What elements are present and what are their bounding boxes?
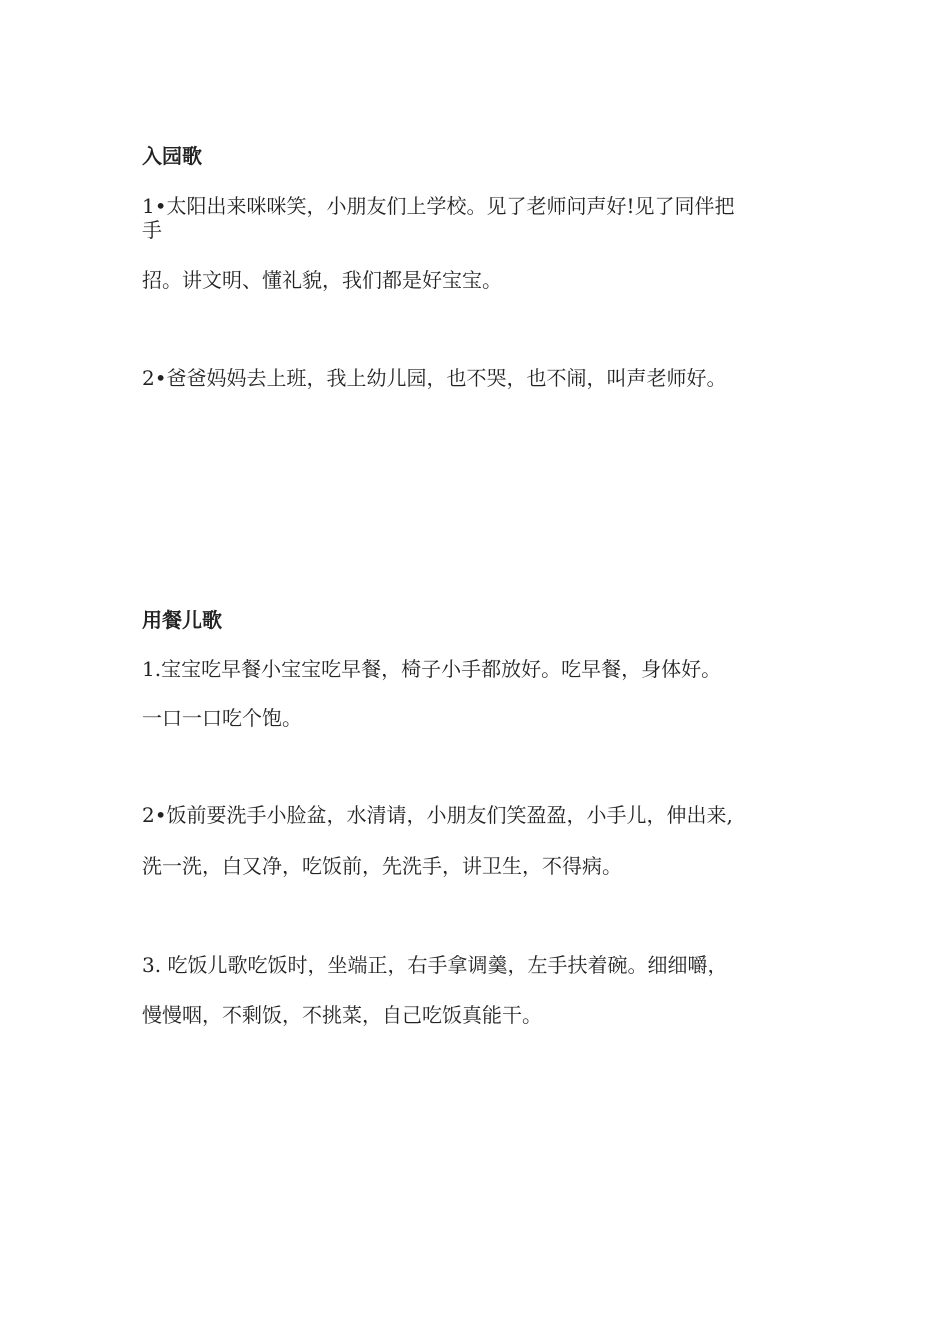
paragraph-line: 2•饭前要洗手小脸盆，水清请，小朋友们笑盈盈，小手儿，伸出来, xyxy=(142,803,733,827)
section-title-2: 用餐儿歌 xyxy=(142,608,222,632)
paragraph-line: 3. 吃饭儿歌吃饭时，坐端正，右手拿调羹，左手扶着碗。细细嚼， xyxy=(142,953,728,977)
paragraph-line: 1•太阳出来咪咪笑，小朋友们上学校。见了老师问声好!见了同伴把 xyxy=(142,194,735,218)
paragraph-line: 洗一洗，白又净，吃饭前，先洗手，讲卫生，不得病。 xyxy=(142,854,622,878)
paragraph-line: 慢慢咽，不剩饭，不挑菜，自己吃饭真能干。 xyxy=(142,1003,542,1027)
paragraph-line: 1.宝宝吃早餐小宝宝吃早餐，椅子小手都放好。吃早餐，身体好。 xyxy=(142,657,722,681)
paragraph-line: 手 xyxy=(142,218,162,242)
paragraph-line: 2•爸爸妈妈去上班，我上幼儿园，也不哭，也不闹，叫声老师好。 xyxy=(142,366,727,390)
paragraph-line: 一口一口吃个饱。 xyxy=(142,706,302,730)
paragraph-line: 招。讲文明、懂礼貌，我们都是好宝宝。 xyxy=(142,268,502,292)
section-title-1: 入园歌 xyxy=(142,144,202,168)
